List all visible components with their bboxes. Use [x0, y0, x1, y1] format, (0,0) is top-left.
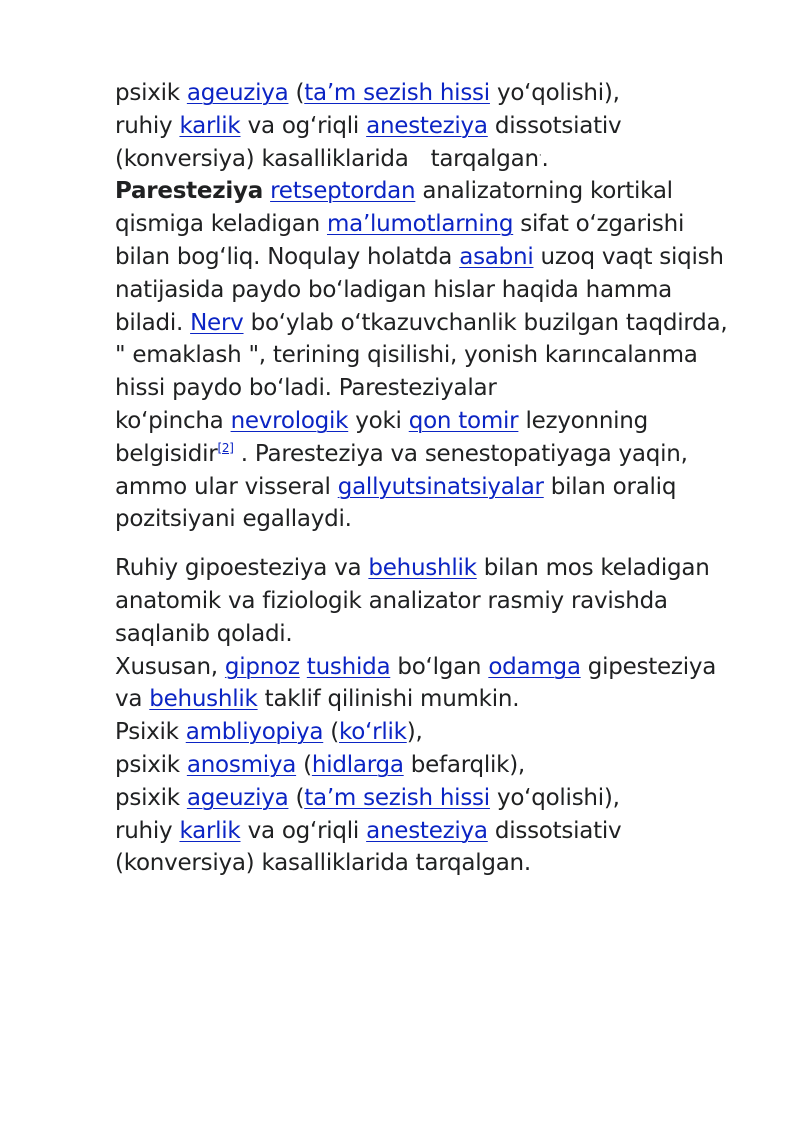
text-line	[115, 782, 740, 815]
link-ageuziya[interactable]: ageuziya	[186, 784, 289, 811]
text-line	[115, 208, 740, 241]
link-behushlik[interactable]: behushlik	[149, 686, 258, 713]
text-line	[115, 651, 740, 684]
link-tam-sezish-hissi[interactable]: ta’m sezish hissi	[304, 784, 490, 811]
text-line	[115, 339, 740, 372]
text: befarqlik),	[403, 751, 525, 778]
stray-mark: ·	[538, 150, 542, 161]
text: saqlanib qoladi.	[115, 620, 293, 647]
text: ruhiy	[115, 112, 180, 139]
text-line	[115, 372, 740, 405]
footnote-link-2[interactable]: [2]	[217, 440, 234, 455]
text: tarqalgan	[430, 145, 539, 172]
text: .	[541, 145, 549, 172]
text: va	[115, 686, 150, 713]
text: va og‘riqli	[240, 112, 367, 139]
text-line	[115, 274, 740, 307]
text: pozitsiyani egallaydi.	[115, 506, 352, 533]
text: psixik	[115, 784, 187, 811]
link-anesteziya[interactable]: anesteziya	[366, 112, 488, 139]
text: (	[323, 719, 340, 746]
text-line	[115, 503, 740, 536]
link-gipnoz[interactable]: gipnoz	[224, 653, 300, 680]
text	[300, 654, 307, 680]
term-paresteziya: Paresteziya	[115, 178, 264, 205]
text-line	[115, 175, 740, 208]
link-nevrologik[interactable]: nevrologik	[230, 407, 349, 434]
text: ko‘pincha	[115, 407, 231, 434]
text-line	[115, 618, 740, 651]
link-korlik[interactable]: ko‘rlik	[339, 719, 407, 746]
text: ammo ular visseral	[115, 473, 338, 500]
text-line	[115, 438, 740, 471]
text: Ruhiy gipoesteziya va	[115, 555, 369, 582]
text: ruhiy	[115, 817, 180, 844]
text-line	[115, 585, 740, 618]
text: psixik	[115, 80, 187, 106]
text: . Paresteziya va senestopatiyaga yaqin,	[233, 440, 688, 467]
text: belgisidir	[115, 440, 218, 467]
paragraph-gipoesteziya	[115, 552, 740, 880]
text-line	[115, 683, 740, 716]
text-line	[115, 143, 740, 176]
text-line	[115, 471, 740, 504]
text-line	[115, 815, 740, 848]
text-line	[115, 847, 740, 880]
text: yo‘qolishi),	[489, 784, 620, 811]
link-anosmiya[interactable]: anosmiya	[186, 751, 297, 778]
link-anesteziya[interactable]: anesteziya	[366, 817, 488, 844]
link-ageuziya[interactable]: ageuziya	[186, 80, 289, 106]
text: (konversiya) kasalliklarida tarqalgan.	[115, 850, 531, 877]
link-ambliyopiya[interactable]: ambliyopiya	[185, 719, 324, 746]
link-retseptordan[interactable]: retseptordan	[270, 178, 416, 205]
text: gipesteziya	[580, 653, 717, 680]
text: yo‘qolishi),	[489, 80, 620, 106]
text: va og‘riqli	[240, 817, 367, 844]
text: (	[296, 751, 312, 778]
link-qon-tomir[interactable]: qon tomir	[408, 407, 519, 434]
text: psixik	[115, 751, 187, 778]
text: yoki	[348, 407, 409, 434]
text-line	[115, 77, 740, 110]
text: lezyonning	[518, 407, 648, 434]
link-nerv[interactable]: Nerv	[190, 309, 244, 336]
text: ),	[406, 719, 423, 746]
text: anatomik va fiziologik analizator rasmiy ravishda	[115, 587, 668, 614]
text-line	[115, 110, 740, 143]
text: (	[288, 784, 305, 811]
text-line	[115, 241, 740, 274]
text: dissotsiativ	[487, 112, 622, 139]
text: bo‘lgan	[390, 653, 489, 680]
text: " emaklash ", terining qisilishi, yonish karıncalanma	[115, 342, 698, 369]
text: Psixik	[115, 719, 186, 746]
text: qismiga keladigan	[115, 211, 327, 238]
link-tushida[interactable]: tushida	[306, 653, 391, 680]
text-line	[115, 749, 740, 782]
link-behushlik[interactable]: behushlik	[368, 555, 477, 582]
text-line	[115, 716, 740, 749]
link-karlik[interactable]: karlik	[179, 817, 241, 844]
text: (	[288, 80, 305, 106]
text-line	[115, 405, 740, 438]
link-malumotlarning[interactable]: ma’lumotlarning	[326, 211, 514, 238]
text: uzoq vaqt siqish	[533, 243, 724, 270]
text-line	[115, 307, 740, 340]
text: biladi.	[115, 309, 191, 336]
text: bo‘ylab o‘tkazuvchanlik buzilgan taqdirda,	[243, 309, 728, 336]
link-odamga[interactable]: odamga	[488, 653, 581, 680]
link-hidlarga[interactable]: hidlarga	[311, 751, 404, 778]
text: sifat o‘zgarishi	[513, 211, 685, 238]
text: bilan mos keladigan	[476, 555, 710, 582]
text: (konversiya) kasalliklarida	[115, 145, 409, 172]
text: taklif qilinishi mumkin.	[257, 686, 520, 713]
text: analizatorning kortikal	[415, 178, 673, 205]
link-tam-sezish-hissi[interactable]: ta’m sezish hissi	[304, 80, 490, 106]
text: natijasida paydo bo‘ladigan hislar haqida hamma	[115, 276, 672, 303]
text: hissi paydo bo‘ladi. Paresteziyalar	[115, 375, 497, 402]
link-karlik[interactable]: karlik	[179, 112, 241, 139]
text: bilan oraliq	[543, 473, 677, 500]
paragraph-paresteziya	[115, 77, 740, 536]
text: Xususan,	[115, 653, 225, 680]
footnote-ref	[217, 441, 233, 455]
text: bilan bog‘liq. Noqulay holatda	[115, 243, 460, 270]
text-line	[115, 552, 740, 585]
text: dissotsiativ	[487, 817, 622, 844]
link-gallyutsinatsiyalar[interactable]: gallyutsinatsiyalar	[337, 473, 544, 500]
link-asabni[interactable]: asabni	[459, 243, 534, 270]
